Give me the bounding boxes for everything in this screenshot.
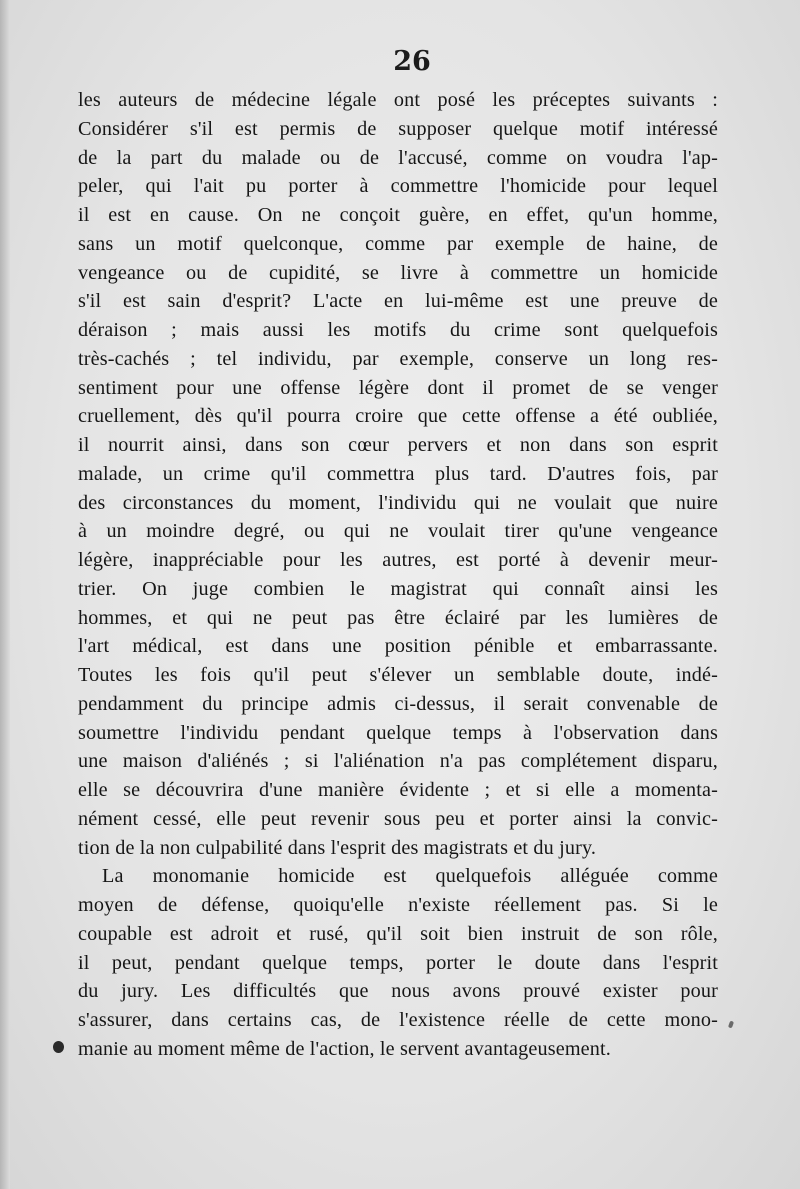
text-line: du jury. Les difficultés que nous avons prouvé exister pour bbox=[78, 980, 718, 1003]
text-line: tion de la non culpabilité dans l'esprit des magistrats et du jury. bbox=[78, 836, 597, 859]
text-line: il est en cause. On ne conçoit guère, en effet, qu'un homme, bbox=[78, 204, 718, 226]
paragraph-1 bbox=[78, 86, 718, 862]
text-line: pendamment du principe admis ci-dessus, il serait convenable de bbox=[78, 692, 718, 715]
text-line: s'assurer, dans certains cas, de l'existence réelle de cette mono- bbox=[78, 1009, 718, 1031]
text-line: soumettre l'individu pendant quelque temps à l'observation dans bbox=[78, 721, 718, 744]
paragraph-2 bbox=[78, 862, 718, 1063]
text-line: La monomanie homicide est quelquefois alléguée comme bbox=[102, 865, 718, 888]
text-line: s'il est sain d'esprit? L'acte en lui-même est une preuve de bbox=[78, 290, 718, 313]
text-line: vengeance ou de cupidité, se livre à commettre un homicide bbox=[78, 261, 718, 284]
text-line: hommes, et qui ne peut pas être éclairé par les lumières de bbox=[78, 606, 718, 629]
text-line: nément cessé, elle peut revenir sous peu et porter ainsi la convic- bbox=[78, 807, 718, 830]
text-line: Toutes les fois qu'il peut s'élever un semblable doute, indé- bbox=[78, 664, 718, 686]
text-line: il peut, pendant quelque temps, porter le doute dans l'esprit bbox=[78, 951, 718, 974]
text-line: à un moindre degré, ou qui ne voulait tirer qu'une vengeance bbox=[78, 520, 718, 543]
ink-blot bbox=[53, 1041, 64, 1053]
text-line: de la part du malade ou de l'accusé, comme on voudra l'ap- bbox=[78, 146, 718, 169]
text-line: moyen de défense, quoiqu'elle n'existe réellement pas. Si le bbox=[78, 894, 718, 916]
text-line: les auteurs de médecine légale ont posé les préceptes suivants : bbox=[78, 89, 718, 111]
paper-speck bbox=[728, 1021, 734, 1029]
text-line: trier. On juge combien le magistrat qui connaît ainsi les bbox=[78, 577, 718, 600]
text-line: malade, un crime qu'il commettra plus tard. D'autres fois, par bbox=[78, 462, 718, 485]
text-line: l'art médical, est dans une position pénible et embarrassante. bbox=[78, 635, 718, 658]
text-line: une maison d'aliénés ; si l'aliénation n'a pas complétement disparu, bbox=[78, 750, 718, 773]
text-line: manie au moment même de l'action, le servent avantageusement. bbox=[78, 1037, 611, 1060]
page-edge-shadow bbox=[0, 0, 10, 1189]
text-line: cruellement, dès qu'il pourra croire que cette offense a été oubliée, bbox=[78, 405, 718, 428]
text-line: très-cachés ; tel individu, par exemple, conserve un long res- bbox=[78, 347, 718, 370]
text-line: coupable est adroit et rusé, qu'il soit bien instruit de son rôle, bbox=[78, 922, 718, 945]
text-line: sentiment pour une offense légère dont il promet de se venger bbox=[78, 376, 718, 399]
text-line: elle se découvrira d'une manière évidente ; et si elle a momenta- bbox=[78, 779, 718, 801]
text-line: peler, qui l'ait pu porter à commettre l'homicide pour lequel bbox=[78, 175, 718, 198]
text-line: sans un motif quelconque, comme par exemple de haine, de bbox=[78, 232, 718, 255]
text-line: des circonstances du moment, l'individu qui ne voulait que nuire bbox=[78, 491, 718, 514]
text-line: il nourrit ainsi, dans son cœur pervers et non dans son esprit bbox=[78, 434, 718, 456]
page-number: 26 bbox=[393, 46, 431, 77]
page-body-text bbox=[78, 86, 718, 1064]
text-line: Considérer s'il est permis de supposer quelque motif intéressé bbox=[78, 117, 718, 140]
text-line: légère, inappréciable pour les autres, est porté à devenir meur- bbox=[78, 549, 718, 571]
text-line: déraison ; mais aussi les motifs du crime sont quelquefois bbox=[78, 319, 718, 341]
